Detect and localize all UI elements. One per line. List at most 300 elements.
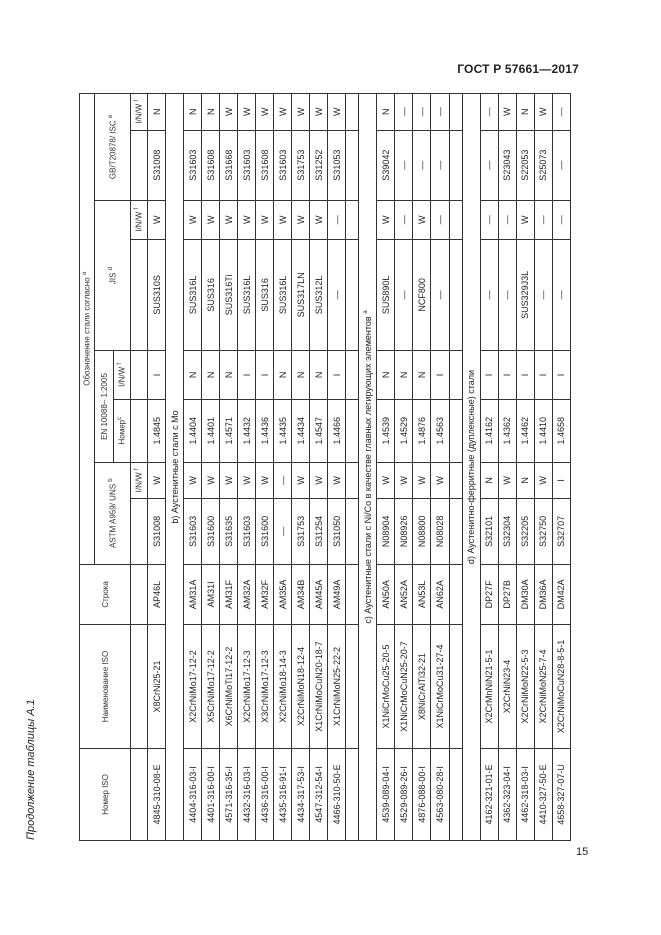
table-cell: X2CrNiMoN18-12-4 <box>292 625 310 749</box>
table-cell: S31603 <box>238 130 256 200</box>
table-cell: 4462-318-03-I <box>516 748 534 840</box>
blank-row <box>346 94 359 841</box>
section-row <box>462 94 480 841</box>
table-cell: 1.4404 <box>184 399 202 462</box>
table-cell: 1.4845 <box>148 399 166 462</box>
table-cell: 1.4434 <box>292 399 310 462</box>
table-cell: N <box>395 351 413 400</box>
section-label: c) Аустенитные стали с Ni/Co в качестве главных легирующих элементов <box>362 316 373 624</box>
table-cell: 4432-316-03-I <box>238 748 256 840</box>
table-cell: N <box>184 94 202 131</box>
table-cell: — <box>395 130 413 200</box>
section-label: d) Аустенитно-ферритные (дуплексные) стали <box>466 369 477 565</box>
table-cell: — <box>395 94 413 131</box>
table-cell: N <box>202 94 220 131</box>
table-cell: I <box>328 351 346 400</box>
table-cell: W <box>256 94 274 131</box>
table-cell: 4539-089-04-I <box>377 748 395 840</box>
table-cell: N <box>274 351 292 400</box>
table-cell: — <box>534 200 552 239</box>
table-cell: — <box>498 200 516 239</box>
table-cell: DM30A <box>516 564 534 625</box>
table-cell: 1.4529 <box>395 399 413 462</box>
header-row: Строка <box>80 564 131 625</box>
table-cell: W <box>413 200 431 239</box>
header-blank <box>131 351 148 400</box>
table-cell: 1.4658 <box>552 399 570 462</box>
table-cell: — <box>328 239 346 351</box>
table-cell: 1.4410 <box>534 399 552 462</box>
table-row <box>238 94 256 841</box>
blank-cell <box>449 564 462 625</box>
footnote-e: e <box>107 114 114 119</box>
header-blank <box>131 399 148 462</box>
table-cell: W <box>534 462 552 498</box>
table-cell: W <box>413 462 431 498</box>
table-cell: — <box>480 239 498 351</box>
header-designation-text: Обозначение стали согласно <box>82 277 92 386</box>
table-row <box>202 94 220 841</box>
table-cell: N08926 <box>395 499 413 564</box>
blank-cell <box>346 748 359 840</box>
table-caption: Продолжение таблицы А.1 <box>25 699 37 840</box>
footnote-f: f <box>134 99 141 102</box>
table-cell: W <box>395 462 413 498</box>
table-row <box>148 94 166 841</box>
table-header <box>80 94 148 841</box>
table-cell: — <box>431 239 449 351</box>
table-row <box>377 94 395 841</box>
table-cell: N08800 <box>413 499 431 564</box>
table-cell: X3CrNiMo17-12-3 <box>256 625 274 749</box>
header-jis-inw <box>131 200 148 239</box>
table-cell: 1.4362 <box>498 399 516 462</box>
header-blank <box>131 625 148 749</box>
table-row <box>534 94 552 841</box>
blank-cell <box>449 499 462 564</box>
section-row <box>359 94 377 841</box>
table-cell: — <box>480 94 498 131</box>
table-cell: I <box>516 351 534 400</box>
table-cell: — <box>395 200 413 239</box>
table-cell: W <box>310 200 328 239</box>
table-cell: X8NiCrAlTi32-21 <box>413 625 431 749</box>
table-cell: N <box>292 351 310 400</box>
table-cell: W <box>292 200 310 239</box>
table-cell: X5CrNiMo17-12-2 <box>202 625 220 749</box>
footnote-b: b <box>107 478 114 482</box>
section-label: b) Аустенитные стали с Mo <box>169 410 180 524</box>
blank-cell <box>346 94 359 131</box>
table-cell: X2CrNiMoCuN28-8-5-1 <box>552 625 570 749</box>
table-cell: AM35A <box>274 564 292 625</box>
table-cell: W <box>148 200 166 239</box>
table-cell: SUS329J3L <box>516 239 534 351</box>
blank-cell <box>346 351 359 400</box>
table-cell: N <box>310 351 328 400</box>
table-cell: S31635 <box>220 499 238 564</box>
table-cell: — <box>413 130 431 200</box>
table-cell: I <box>148 351 166 400</box>
table-cell: 4404-316-03-I <box>184 748 202 840</box>
table-cell: — <box>328 200 346 239</box>
table-cell: AN50A <box>377 564 395 625</box>
table-cell: AM32F <box>256 564 274 625</box>
table-cell: W <box>274 94 292 131</box>
footnote-f: f <box>134 468 141 471</box>
table-cell: X1CrNiMoCuN20-18-7 <box>310 625 328 749</box>
table-cell: S31608 <box>256 130 274 200</box>
table-cell: 4529-089-26-I <box>395 748 413 840</box>
table-cell: S31252 <box>310 130 328 200</box>
footnote-d: d <box>107 266 114 271</box>
table-cell: I <box>552 351 570 400</box>
header-gb-inw <box>131 94 148 131</box>
table-cell: SUS890L <box>377 239 395 351</box>
table-cell: X2CrNiN23-4 <box>498 625 516 749</box>
table-cell: W <box>202 462 220 498</box>
table-cell: N <box>184 351 202 400</box>
table-cell: X2CrMnNiN21-5-1 <box>480 625 498 749</box>
table-cell: S31053 <box>328 130 346 200</box>
table-cell: 1.4462 <box>516 399 534 462</box>
table-cell: S31603 <box>184 130 202 200</box>
table-cell: N <box>480 462 498 498</box>
table-cell: 1.4435 <box>274 399 292 462</box>
blank-cell <box>346 564 359 625</box>
table-cell: SUS316Ti <box>220 239 238 351</box>
table-cell: 4571-316-35-I <box>220 748 238 840</box>
blank-cell <box>346 239 359 351</box>
header-iso-number: Номер ISO <box>80 748 131 840</box>
footnote-f: f <box>117 362 124 365</box>
blank-cell <box>346 200 359 239</box>
table-cell: I <box>238 351 256 400</box>
blank-cell <box>449 625 462 749</box>
table-cell: — <box>480 130 498 200</box>
table-cell: S32750 <box>534 499 552 564</box>
table-row <box>256 94 274 841</box>
table-row <box>310 94 328 841</box>
table-cell: W <box>310 462 328 498</box>
table-cell: 4547-312-54-I <box>310 748 328 840</box>
blank-cell <box>449 239 462 351</box>
table-cell: S31603 <box>184 499 202 564</box>
table-row <box>184 94 202 841</box>
table-cell: W <box>377 200 395 239</box>
table-cell: SUS316 <box>256 239 274 351</box>
table-body <box>148 94 571 841</box>
table-cell: DM42A <box>552 564 570 625</box>
table-cell: AM32A <box>238 564 256 625</box>
footnote-a: a <box>82 271 89 276</box>
section-label-cell <box>462 94 480 841</box>
table-cell: 1.4466 <box>328 399 346 462</box>
table-cell: 4435-316-91-I <box>274 748 292 840</box>
table-cell: S32101 <box>480 499 498 564</box>
table-cell: N <box>413 351 431 400</box>
section-label-cell <box>166 94 184 841</box>
table-cell: W <box>274 200 292 239</box>
table-cell: 4658-327-07-U <box>552 748 570 840</box>
table-cell: W <box>148 462 166 498</box>
table-cell: X8CrNi25-21 <box>148 625 166 749</box>
table-cell: N <box>516 94 534 131</box>
table-cell: S31603 <box>274 130 292 200</box>
blank-cell <box>346 625 359 749</box>
header-iso-name: Наименование ISO <box>80 625 131 749</box>
table-cell: S31008 <box>148 499 166 564</box>
table-cell: W <box>202 200 220 239</box>
blank-row <box>449 94 462 841</box>
table-cell: — <box>480 200 498 239</box>
table-cell: — <box>413 94 431 131</box>
table-cell: W <box>431 462 449 498</box>
table-cell: W <box>256 200 274 239</box>
header-gb <box>95 94 131 201</box>
table-cell: 4401-316-00-I <box>202 748 220 840</box>
section-footnote: a <box>362 310 369 314</box>
table-cell: S32205 <box>516 499 534 564</box>
header-jis <box>95 200 131 350</box>
blank-cell <box>449 94 462 131</box>
table-cell: AP46L <box>148 564 166 625</box>
table-cell: X2CrNiMoN22-5-3 <box>516 625 534 749</box>
table-cell: W <box>220 94 238 131</box>
table-cell: N <box>377 351 395 400</box>
table-cell: 4162-321-01-E <box>480 748 498 840</box>
header-jis-text: JIS <box>108 272 118 285</box>
table-cell: W <box>238 462 256 498</box>
table-cell: NCF800 <box>413 239 431 351</box>
table-cell: X1NiCrMoCu31-27-4 <box>431 625 449 749</box>
table-cell: S31753 <box>292 499 310 564</box>
table-cell: AN53L <box>413 564 431 625</box>
table-row <box>292 94 310 841</box>
header-astm <box>95 462 131 564</box>
table-cell: — <box>274 462 292 498</box>
header-blank <box>131 239 148 351</box>
table-cell: — <box>552 94 570 131</box>
table-cell: N <box>148 94 166 131</box>
table-cell: W <box>292 94 310 131</box>
table-cell: S31008 <box>148 130 166 200</box>
table-cell: — <box>552 200 570 239</box>
table-cell: X1NiCrMoCuN25-20-7 <box>395 625 413 749</box>
table-cell: — <box>431 130 449 200</box>
footnote-c: c <box>117 416 124 420</box>
table-cell: 1.4401 <box>202 399 220 462</box>
header-blank <box>131 748 148 840</box>
section-row <box>166 94 184 841</box>
table-cell: W <box>238 200 256 239</box>
table-cell: — <box>274 499 292 564</box>
table-cell: W <box>498 462 516 498</box>
table-cell: 1.4571 <box>220 399 238 462</box>
header-blank <box>131 564 148 625</box>
table-cell: W <box>256 462 274 498</box>
table-cell: X2CrNiMoN25-7-4 <box>534 625 552 749</box>
blank-cell <box>449 200 462 239</box>
page-number: 15 <box>576 846 589 858</box>
table-container <box>79 93 571 841</box>
table-cell: I <box>534 351 552 400</box>
table-cell: X2CrNiMo18-14-3 <box>274 625 292 749</box>
table-cell: — <box>552 130 570 200</box>
table-cell: S25073 <box>534 130 552 200</box>
header-en-inw-text: I/N/W <box>117 366 127 387</box>
header-gb-text: GB/T20878/ ISC <box>108 120 118 180</box>
table-cell: W <box>310 94 328 131</box>
table-cell: 4466-310-50-E <box>328 748 346 840</box>
table-cell: W <box>292 462 310 498</box>
table-cell: DP27B <box>498 564 516 625</box>
table-cell: W <box>238 94 256 131</box>
table-cell: 1.4547 <box>310 399 328 462</box>
table-cell: S31608 <box>202 130 220 200</box>
table-cell: AN62A <box>431 564 449 625</box>
table-row <box>552 94 570 841</box>
table-cell: AM45A <box>310 564 328 625</box>
table-cell: N <box>516 462 534 498</box>
table-cell: S31668 <box>220 130 238 200</box>
document-id: ГОСТ Р 57661—2017 <box>457 62 579 76</box>
table-cell: — <box>395 239 413 351</box>
header-astm-inw-text: I/N/W <box>134 472 144 493</box>
table-cell: 4362-323-04-I <box>498 748 516 840</box>
table-row <box>413 94 431 841</box>
table-cell: W <box>377 462 395 498</box>
blank-cell <box>346 399 359 462</box>
table-cell: 1.4432 <box>238 399 256 462</box>
table-cell: AM49A <box>328 564 346 625</box>
footnote-f: f <box>134 207 141 210</box>
blank-cell <box>449 351 462 400</box>
table-cell: I <box>480 351 498 400</box>
blank-cell <box>449 748 462 840</box>
header-blank <box>131 130 148 200</box>
table-cell: 1.4563 <box>431 399 449 462</box>
table-cell: I <box>256 351 274 400</box>
rotated-table <box>79 93 571 841</box>
table-cell: AN52A <box>395 564 413 625</box>
table-cell: 4410-327-50-E <box>534 748 552 840</box>
steel-designation-table <box>79 93 571 841</box>
table-cell: — <box>498 239 516 351</box>
blank-cell <box>346 130 359 200</box>
table-cell: X2CrNiMo17-12-3 <box>238 625 256 749</box>
table-cell: SUS317LN <box>292 239 310 351</box>
table-cell: 4845-310-08-E <box>148 748 166 840</box>
table-cell: AM31F <box>220 564 238 625</box>
table-cell: X2CrNiMo17-12-2 <box>184 625 202 749</box>
table-cell: S31600 <box>256 499 274 564</box>
blank-cell <box>449 130 462 200</box>
table-cell: 1.4162 <box>480 399 498 462</box>
table-row <box>395 94 413 841</box>
table-cell: W <box>328 462 346 498</box>
header-en-number <box>114 399 131 462</box>
table-cell: AM31A <box>184 564 202 625</box>
table-cell: 4436-316-00-I <box>256 748 274 840</box>
table-cell: N08028 <box>431 499 449 564</box>
table-cell: X6CrNiMoTi17-12-2 <box>220 625 238 749</box>
table-cell: X1NiCrMoCu25-20-5 <box>377 625 395 749</box>
table-cell: AM34B <box>292 564 310 625</box>
table-row <box>220 94 238 841</box>
table-cell: — <box>534 239 552 351</box>
table-row <box>328 94 346 841</box>
header-gb-inw-text: I/N/W <box>134 103 144 124</box>
table-cell: — <box>431 200 449 239</box>
table-row <box>431 94 449 841</box>
header-en: EN 10088– 1:2005 <box>95 351 114 463</box>
table-cell: SUS312L <box>310 239 328 351</box>
table-cell: W <box>516 200 534 239</box>
header-jis-inw-text: I/N/W <box>134 211 144 232</box>
table-cell: SUS310S <box>148 239 166 351</box>
table-cell: N <box>220 351 238 400</box>
table-cell: DP27F <box>480 564 498 625</box>
table-cell: S31254 <box>310 499 328 564</box>
section-label-cell <box>359 94 377 841</box>
table-cell: SUS316L <box>274 239 292 351</box>
table-row <box>480 94 498 841</box>
table-cell: DM36A <box>534 564 552 625</box>
table-cell: W <box>184 462 202 498</box>
blank-cell <box>346 462 359 498</box>
table-cell: S39042 <box>377 130 395 200</box>
table-cell: W <box>184 200 202 239</box>
table-cell: S31753 <box>292 130 310 200</box>
table-cell: W <box>328 94 346 131</box>
table-cell: S23043 <box>498 130 516 200</box>
table-cell: X1CrNiMoN25-22-2 <box>328 625 346 749</box>
table-row <box>498 94 516 841</box>
table-cell: 4563-080-28-I <box>431 748 449 840</box>
table-cell: 1.4876 <box>413 399 431 462</box>
table-cell: W <box>498 94 516 131</box>
header-astm-inw <box>131 462 148 498</box>
table-cell: N08904 <box>377 499 395 564</box>
table-cell: S32707 <box>552 499 570 564</box>
table-cell: N <box>377 94 395 131</box>
table-row <box>516 94 534 841</box>
table-row <box>274 94 292 841</box>
table-cell: 4434-317-53-I <box>292 748 310 840</box>
table-cell: I <box>498 351 516 400</box>
blank-cell <box>449 462 462 498</box>
blank-cell <box>346 499 359 564</box>
table-cell: S31050 <box>328 499 346 564</box>
table-cell: SUS316 <box>202 239 220 351</box>
table-cell: 4876-088-00-I <box>413 748 431 840</box>
header-en-inw <box>114 351 131 400</box>
header-astm-text: ASTM A959/ UNS <box>108 483 118 548</box>
table-cell: W <box>220 200 238 239</box>
caption-container <box>20 95 42 840</box>
table-cell: 1.4436 <box>256 399 274 462</box>
table-cell: I <box>552 462 570 498</box>
table-cell: N <box>202 351 220 400</box>
blank-cell <box>449 399 462 462</box>
table-cell: — <box>431 94 449 131</box>
table-cell: SUS316L <box>238 239 256 351</box>
table-cell: 1.4539 <box>377 399 395 462</box>
header-designation-group <box>80 94 95 565</box>
table-cell: W <box>220 462 238 498</box>
table-cell: SUS316L <box>184 239 202 351</box>
